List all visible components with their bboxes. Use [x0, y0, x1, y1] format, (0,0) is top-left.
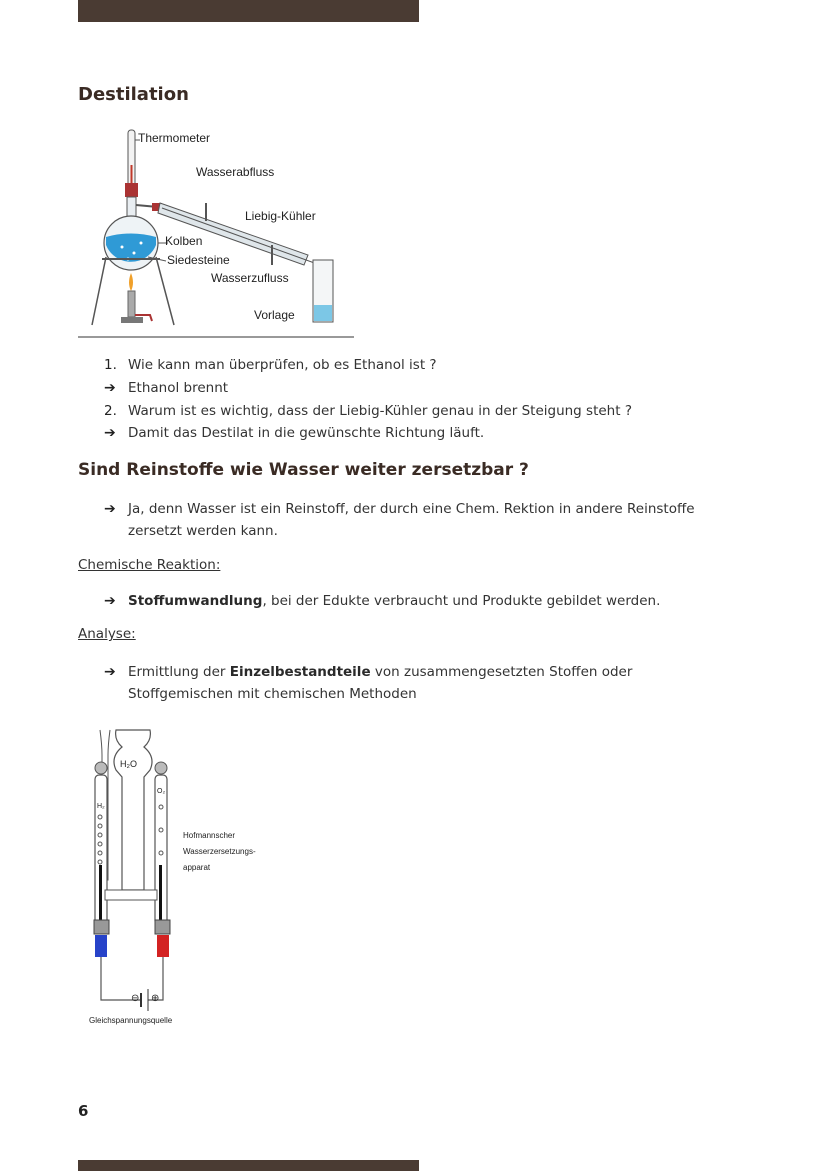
arrow-icon: ➔: [104, 593, 116, 609]
section-answer-line-2: zersetzt werden kann.: [128, 523, 278, 539]
question-2-text: Warum ist es wichtig, dass der Liebig-Kühler genau in der Steigung steht ?: [128, 403, 632, 419]
tripod-leg: [156, 257, 174, 325]
hofmann-apparatus-diagram: [78, 725, 318, 1035]
right-connector: [157, 935, 169, 957]
label-flask: Kolben: [165, 234, 203, 248]
caption-line-3: apparat: [183, 863, 211, 872]
h2-label: H₂: [97, 803, 105, 810]
caption-line-2: Wasserzersetzungs-: [183, 847, 256, 856]
stopper: [125, 183, 138, 197]
arrow-icon: ➔: [104, 380, 116, 396]
analysis-pre: Ermittlung der: [128, 664, 230, 680]
answer-1-text: Ethanol brennt: [128, 380, 229, 396]
boiling-stone: [121, 246, 124, 249]
right-clamp: [155, 920, 170, 934]
caption-line-1: Hofmannscher: [183, 831, 236, 840]
header-bar: [78, 0, 419, 22]
h2o-label: H₂O: [120, 759, 137, 769]
minus-icon: ⊖: [131, 993, 140, 1004]
section-heading: Sind Reinstoffe wie Wasser weiter zersetzbar ?: [78, 460, 529, 480]
burner: [128, 291, 135, 317]
boiling-stone: [140, 242, 143, 245]
label-boiling-stones: Siedesteine: [167, 253, 230, 267]
chem-reaction-rest: , bei der Edukte verbraucht und Produkte gebildet werden.: [262, 593, 661, 609]
question-1-text: Wie kann man überprüfen, ob es Ethanol ist ?: [128, 357, 437, 373]
analysis-post: von zusammengesetzten Stoffen oder: [370, 664, 633, 680]
chem-reaction-term: Stoffumwandlung: [128, 593, 263, 609]
page-number: 6: [78, 1102, 89, 1120]
section-answer-line-1: Ja, denn Wasser ist ein Reinstoff, der durch eine Chem. Rektion in andere Reinstoffe: [128, 501, 695, 517]
label-water-inflow: Wasserzufluss: [211, 271, 289, 285]
distillation-diagram: [78, 125, 356, 340]
receiver-liquid: [314, 305, 332, 321]
page-title: Destilation: [78, 84, 189, 105]
connecting-tube: [105, 890, 157, 900]
arrow-icon: ➔: [104, 425, 116, 441]
arrow-icon: ➔: [104, 664, 116, 680]
chem-reaction-heading: Chemische Reaktion:: [78, 557, 221, 573]
question-1-number: 1.: [104, 357, 117, 373]
right-electrode: [159, 865, 162, 920]
left-connector: [95, 935, 107, 957]
question-2-number: 2.: [104, 403, 117, 419]
reservoir: [114, 730, 152, 890]
plus-icon: ⊕: [151, 993, 160, 1004]
left-electrode: [99, 865, 102, 920]
right-valve: [155, 762, 167, 774]
source-label: Gleichspannungsquelle: [89, 1016, 173, 1025]
chem-reaction-text: [128, 591, 768, 611]
tripod-leg: [92, 257, 106, 325]
analysis-line-2: Stoffgemischen mit chemischen Methoden: [128, 686, 417, 702]
answer-2-text: Damit das Destilat in die gewünschte Richtung läuft.: [128, 425, 485, 441]
label-water-outflow: Wasserabfluss: [196, 165, 275, 179]
label-thermometer: Thermometer: [138, 131, 211, 145]
burner-base: [121, 317, 143, 323]
left-clamp: [94, 920, 109, 934]
label-liebig: Liebig-Kühler: [245, 209, 316, 223]
analysis-heading: Analyse:: [78, 626, 136, 642]
footer-bar: [78, 1160, 419, 1171]
boiling-stone: [133, 252, 136, 255]
analysis-term: Einzelbestandteile: [229, 664, 371, 680]
o2-label: O₂: [157, 788, 166, 795]
analysis-text: [128, 662, 768, 682]
flame: [129, 273, 133, 291]
arrow-icon: ➔: [104, 501, 116, 517]
label-receiver: Vorlage: [254, 308, 295, 322]
left-valve: [95, 762, 107, 774]
